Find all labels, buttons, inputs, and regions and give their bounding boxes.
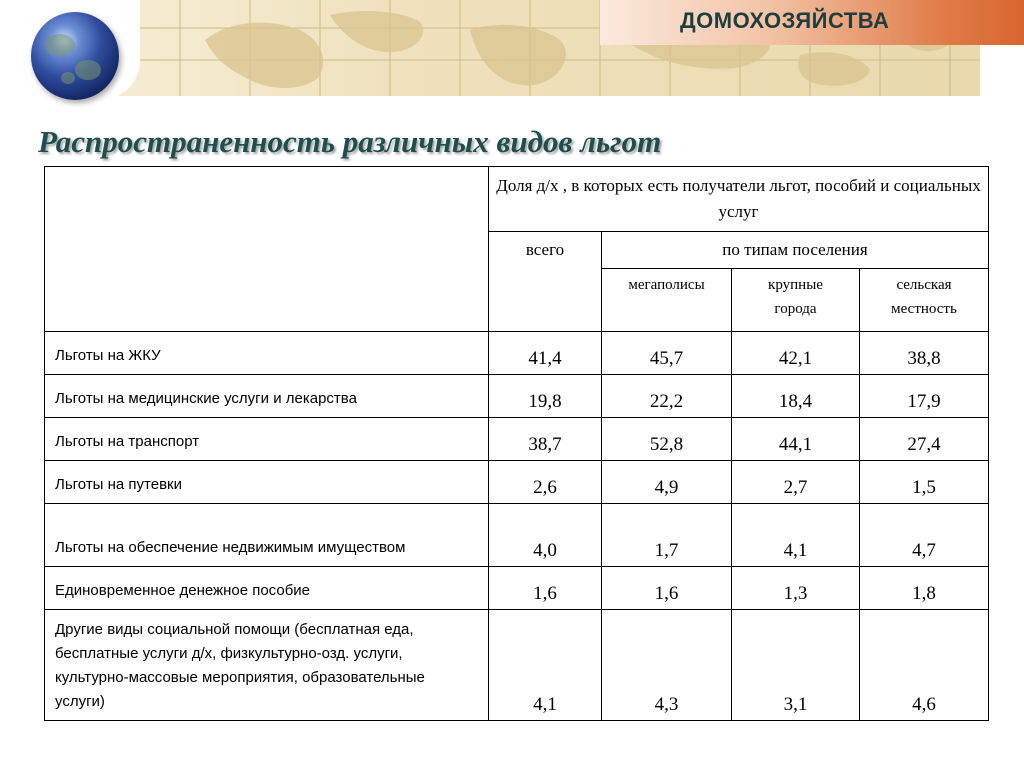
globe-icon — [31, 12, 119, 100]
row-label: Льготы на транспорт — [45, 418, 489, 461]
page-title: Распространенность различных видов льгот — [38, 124, 662, 159]
row-label: Льготы на обеспечение недвижимым имуществом — [45, 504, 489, 567]
row-label: Льготы на ЖКУ — [45, 332, 489, 375]
table-row — [45, 461, 989, 504]
value-rural: 17,9 — [860, 375, 989, 418]
value-large-cities: 18,4 — [732, 375, 860, 418]
table-row — [45, 504, 989, 567]
benefits-table — [44, 166, 989, 721]
subheader-large-cities: крупные города — [732, 269, 860, 332]
value-large-cities: 4,1 — [732, 504, 860, 567]
value-megapolis: 4,3 — [602, 610, 732, 721]
value-rural: 1,5 — [860, 461, 989, 504]
value-total: 38,7 — [489, 418, 602, 461]
value-large-cities: 1,3 — [732, 567, 860, 610]
value-megapolis: 45,7 — [602, 332, 732, 375]
table-row — [45, 375, 989, 418]
value-large-cities: 3,1 — [732, 610, 860, 721]
table-row — [45, 567, 989, 610]
value-total: 4,0 — [489, 504, 602, 567]
value-rural: 38,8 — [860, 332, 989, 375]
header-main: Доля д/х , в которых есть получатели льгот, пособий и социальных услуг — [489, 167, 989, 232]
row-label: Льготы на путевки — [45, 461, 489, 504]
row-label: Льготы на медицинские услуги и лекарства — [45, 375, 489, 418]
value-rural: 27,4 — [860, 418, 989, 461]
value-rural: 1,8 — [860, 567, 989, 610]
empty-corner-cell — [45, 167, 489, 332]
header-by-type: по типам поселения — [602, 232, 989, 269]
table-row — [45, 418, 989, 461]
value-megapolis: 1,6 — [602, 567, 732, 610]
subheader-megapolis: мегаполисы — [602, 269, 732, 332]
value-megapolis: 4,9 — [602, 461, 732, 504]
value-megapolis: 1,7 — [602, 504, 732, 567]
header-total: всего — [489, 232, 602, 332]
section-tag-label: ДОМОХОЗЯЙСТВА — [680, 8, 890, 33]
section-tag — [600, 0, 1024, 45]
value-large-cities: 2,7 — [732, 461, 860, 504]
table-header-row — [45, 167, 989, 232]
value-large-cities: 42,1 — [732, 332, 860, 375]
value-total: 19,8 — [489, 375, 602, 418]
subheader-rural: сельская местность — [860, 269, 989, 332]
value-total: 41,4 — [489, 332, 602, 375]
table-row — [45, 610, 989, 721]
row-label: Единовременное денежное пособие — [45, 567, 489, 610]
table-row — [45, 332, 989, 375]
globe-logo-area — [0, 0, 140, 100]
value-rural: 4,7 — [860, 504, 989, 567]
value-total: 2,6 — [489, 461, 602, 504]
value-rural: 4,6 — [860, 610, 989, 721]
value-total: 4,1 — [489, 610, 602, 721]
value-megapolis: 22,2 — [602, 375, 732, 418]
value-total: 1,6 — [489, 567, 602, 610]
row-label: Другие виды социальной помощи (бесплатная еда, бесплатные услуги д/х, физкультурно-озд. услуги, культурно-массовые мероприятия, образовательные услуги) — [45, 610, 489, 721]
value-megapolis: 52,8 — [602, 418, 732, 461]
value-large-cities: 44,1 — [732, 418, 860, 461]
